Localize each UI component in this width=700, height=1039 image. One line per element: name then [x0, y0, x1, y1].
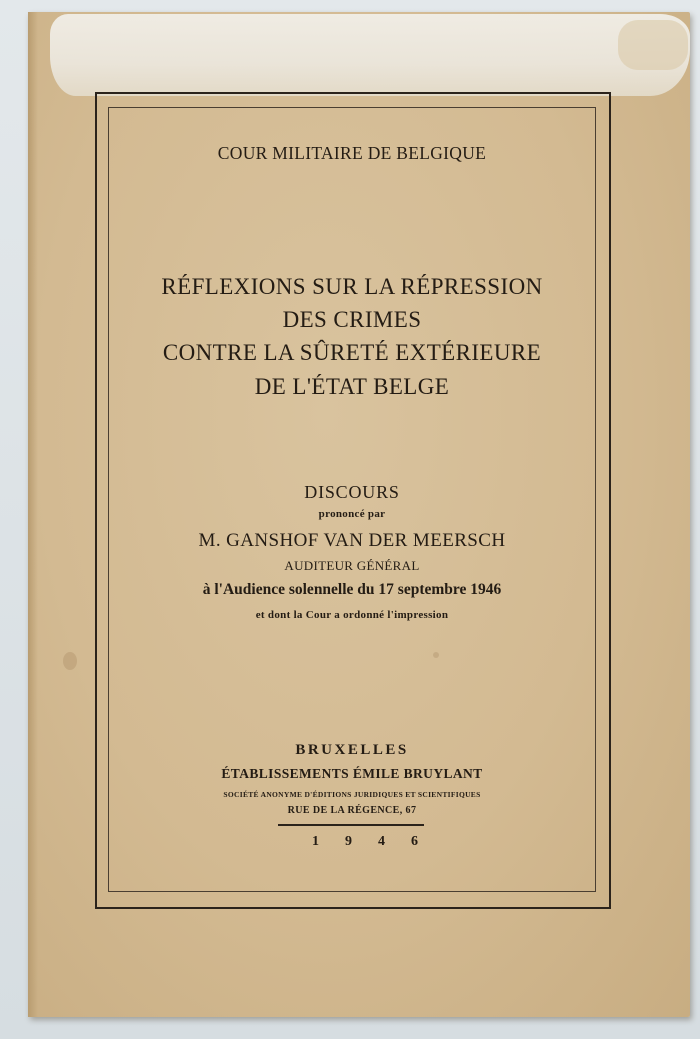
- author-title: AUDITEUR GÉNÉRAL: [284, 558, 420, 573]
- title-line-1: RÉFLEXIONS SUR LA RÉPRESSION: [161, 274, 543, 299]
- publication-city: BRUXELLES: [295, 742, 409, 758]
- publisher-subtitle: SOCIÉTÉ ANONYME D'ÉDITIONS JURIDIQUES ET SCIENTIFIQUES: [223, 790, 481, 799]
- paper-stain: [618, 20, 688, 70]
- print-note: et dont la Cour a ordonné l'impression: [255, 609, 449, 621]
- genre-label: DISCOURS: [304, 482, 400, 502]
- tape-residue: [50, 14, 690, 96]
- author-name: M. GANSHOF VAN DER MEERSCH: [198, 530, 506, 551]
- institution-heading: COUR MILITAIRE DE BELGIQUE: [217, 143, 487, 163]
- title-line-2: DES CRIMES: [282, 307, 422, 332]
- pronounced-by-label: prononcé par: [318, 508, 386, 520]
- divider-rule: [278, 824, 424, 826]
- cover-spine-edge: [28, 12, 38, 1017]
- book-cover: [28, 12, 690, 1017]
- paper-spot: [63, 652, 77, 670]
- title-line-3: CONTRE LA SÛRETÉ EXTÉRIEURE: [162, 340, 542, 365]
- publisher-address: RUE DE LA RÉGENCE, 67: [287, 805, 417, 816]
- publication-year: 1946: [312, 834, 444, 849]
- publisher-name: ÉTABLISSEMENTS ÉMILE BRUYLANT: [221, 766, 483, 781]
- occasion-line: à l'Audience solennelle du 17 septembre 1946: [202, 581, 502, 598]
- title-line-4: DE L'ÉTAT BELGE: [254, 374, 450, 399]
